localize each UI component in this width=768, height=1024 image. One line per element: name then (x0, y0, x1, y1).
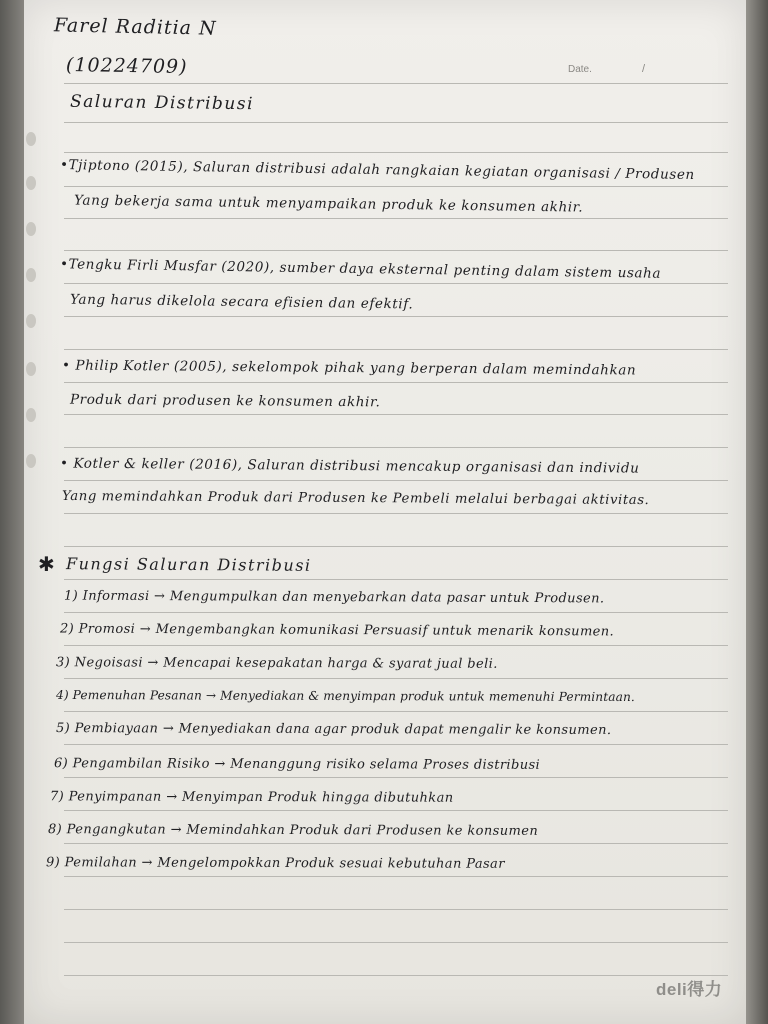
function-item: 4) Pemenuhan Pesanan → Menyediakan & menyimpan produk untuk memenuhi Permintaan. (55, 687, 635, 705)
background-right-edge (744, 0, 768, 1024)
ruled-line (64, 744, 728, 745)
ruled-line (64, 513, 728, 514)
ruled-line (64, 711, 728, 712)
ruled-line (64, 250, 728, 251)
definition-line: •Tengku Firli Musfar (2020), sumber daya eksternal penting dalam sistem usaha (59, 256, 662, 282)
ruled-line (64, 218, 728, 219)
ruled-line (64, 316, 728, 317)
function-item: 1) Informasi → Mengumpulkan dan menyebarkan data pasar untuk Produsen. (63, 588, 605, 607)
asterisk-bullet-icon: ✱ (38, 552, 56, 576)
ruled-line (64, 546, 728, 547)
ruled-line (64, 283, 728, 284)
date-separator: / (642, 63, 646, 75)
binder-hole (26, 222, 36, 236)
binder-hole (26, 314, 36, 328)
ruled-line (64, 83, 728, 84)
binder-hole (26, 408, 36, 422)
ruled-line (64, 480, 728, 481)
function-item: 7) Penyimpanan → Menyimpan Produk hingga dibutuhkan (49, 789, 454, 806)
binder-hole (26, 454, 36, 468)
ruled-line (64, 909, 728, 910)
binder-hole (26, 362, 36, 376)
page-title: Saluran Distribusi (69, 91, 255, 115)
function-item: 3) Negoisasi → Mencapai kesepakatan harga & syarat jual beli. (55, 655, 498, 672)
definition-line: Yang memindahkan Produk dari Produsen ke Pembeli melalui berbagai aktivitas. (61, 488, 650, 509)
background-left-edge (0, 0, 26, 1024)
function-item: 8) Pengangkutan → Memindahkan Produk dari Produsen ke konsumen (47, 822, 539, 839)
ruled-line (64, 579, 728, 580)
ruled-line (64, 777, 728, 778)
functions-heading: Fungsi Saluran Distribusi (65, 554, 312, 575)
author-name: Farel Raditia N (53, 14, 217, 40)
function-item: 2) Promosi → Mengembangkan komunikasi Persuasif untuk menarik konsumen. (59, 621, 615, 640)
ruled-line (64, 876, 728, 877)
ruled-line (64, 678, 728, 679)
date-label: Date. (568, 64, 592, 75)
definition-line: Yang harus dikelola secara efisien dan efektif. (69, 291, 414, 313)
ruled-line (64, 186, 728, 187)
definition-line: Produk dari produsen ke konsumen akhir. (69, 391, 381, 411)
binder-hole (26, 268, 36, 282)
ruled-line (64, 942, 728, 943)
ruled-line (64, 414, 728, 415)
definition-line: • Philip Kotler (2005), sekelompok pihak yang berperan dalam memindahkan (61, 357, 637, 379)
ruled-line (64, 810, 728, 811)
function-item: 9) Pemilahan → Mengelompokkan Produk sesuai kebutuhan Pasar (45, 855, 505, 872)
function-item: 5) Pembiayaan → Menyediakan dana agar produk dapat mengalir ke konsumen. (55, 721, 612, 738)
binder-hole (26, 176, 36, 190)
student-id: (10224709) (65, 53, 188, 79)
ruled-line (64, 612, 728, 613)
ruled-line (64, 382, 728, 383)
ruled-line (64, 447, 728, 448)
ruled-line (64, 152, 728, 153)
ruled-line (64, 843, 728, 844)
binder-hole (26, 132, 36, 146)
deli-logo: deli得力 (656, 980, 723, 999)
definition-line: • Kotler & keller (2016), Saluran distribusi mencakup organisasi dan individu (59, 455, 640, 477)
notebook-page (24, 0, 746, 1024)
ruled-line (64, 349, 728, 350)
ruled-line (64, 975, 728, 976)
definition-line: Yang bekerja sama untuk menyampaikan produk ke konsumen akhir. (73, 192, 584, 216)
definition-line: •Tjiptono (2015), Saluran distribusi adalah rangkaian kegiatan organisasi / Produsen (59, 157, 695, 183)
ruled-line (64, 645, 728, 646)
ruled-line (64, 122, 728, 123)
function-item: 6) Pengambilan Risiko → Menanggung risiko selama Proses distribusi (53, 756, 541, 773)
